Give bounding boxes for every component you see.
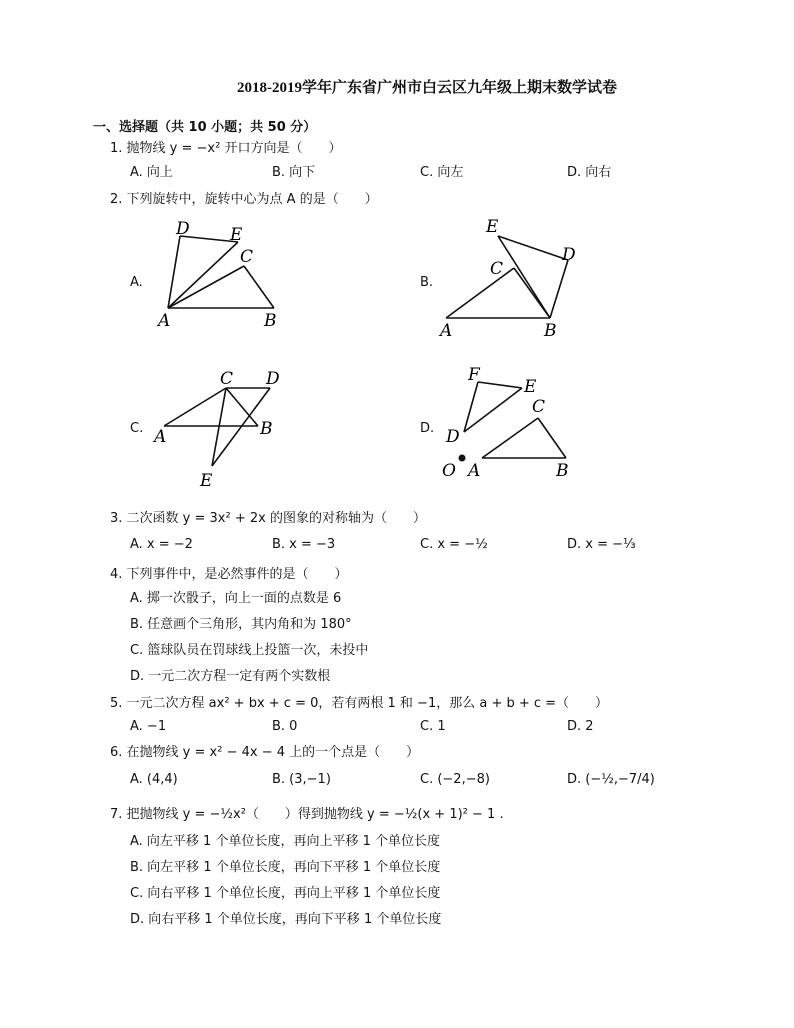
label-c: C bbox=[532, 397, 546, 417]
question-6-stem: 6. 在抛物线 y = x² − 4x − 4 上的一个点是（ ） bbox=[110, 745, 420, 760]
q6-option-d: D. (−½,−7/4) bbox=[567, 772, 655, 787]
q2-option-b: B. bbox=[420, 275, 434, 290]
label-d: D bbox=[446, 427, 460, 447]
q2-option-c: C. bbox=[130, 421, 144, 436]
section-heading: 一、选择题（共 10 小题；共 50 分） bbox=[93, 120, 317, 135]
q3-option-a: A. x = −2 bbox=[130, 537, 193, 552]
q3-option-d: D. x = −⅓ bbox=[567, 537, 636, 552]
question-2-stem: 2. 下列旋转中，旋转中心为点 A 的是（ ） bbox=[110, 192, 378, 207]
question-5-stem: 5. 一元二次方程 ax² + bx + c = 0，若有两根 1 和 −1，那么 a + b + c =（ ） bbox=[110, 696, 609, 711]
q5-option-c: C. 1 bbox=[420, 719, 446, 734]
q5-option-a: A. −1 bbox=[130, 719, 167, 734]
question-7-stem: 7. 把抛物线 y = −½x²（ ）得到抛物线 y = −½(x + 1)² − 1 . bbox=[110, 807, 504, 822]
label-c: C bbox=[240, 247, 254, 267]
label-a: A bbox=[158, 311, 171, 330]
q1-option-c: C. 向左 bbox=[420, 165, 464, 180]
q4-option-a: A. 掷一次骰子，向上一面的点数是 6 bbox=[130, 591, 342, 606]
figure-option-d bbox=[436, 360, 586, 488]
q6-option-b: B. (3,−1) bbox=[272, 772, 331, 787]
label-d: D bbox=[562, 245, 576, 265]
label-b: B bbox=[544, 321, 557, 340]
label-d: D bbox=[266, 369, 280, 389]
question-3-stem: 3. 二次函数 y = 3x² + 2x 的图象的对称轴为（ ） bbox=[110, 511, 426, 526]
label-a: A bbox=[154, 427, 167, 447]
figure-option-b bbox=[432, 212, 592, 340]
figure-option-c bbox=[150, 362, 290, 490]
q7-option-d: D. 向右平移 1 个单位长度，再向下平移 1 个单位长度 bbox=[130, 912, 442, 927]
q1-option-d: D. 向右 bbox=[567, 165, 612, 180]
q3-option-b: B. x = −3 bbox=[272, 537, 336, 552]
label-c: C bbox=[490, 259, 504, 279]
label-a: A bbox=[468, 461, 481, 481]
q5-option-d: D. 2 bbox=[567, 719, 594, 734]
label-e: E bbox=[200, 471, 213, 490]
label-e: E bbox=[486, 217, 499, 237]
q4-option-d: D. 一元二次方程一定有两个实数根 bbox=[130, 669, 331, 684]
page-title: 2018-2019学年广东省广州市白云区九年级上期末数学试卷 bbox=[237, 80, 617, 96]
q6-option-a: A. (4,4) bbox=[130, 772, 178, 787]
label-f: F bbox=[468, 365, 480, 385]
q4-option-b: B. 任意画个三角形，其内角和为 180° bbox=[130, 617, 352, 632]
q6-option-c: C. (−2,−8) bbox=[420, 772, 490, 787]
q5-option-b: B. 0 bbox=[272, 719, 298, 734]
q3-option-c: C. x = −½ bbox=[420, 537, 488, 552]
label-b: B bbox=[264, 311, 277, 330]
q2-option-d: D. bbox=[420, 421, 435, 436]
center-point-o bbox=[459, 455, 466, 462]
label-d: D bbox=[176, 219, 190, 239]
q1-option-a: A. 向上 bbox=[130, 165, 173, 180]
q7-option-a: A. 向左平移 1 个单位长度，再向上平移 1 个单位长度 bbox=[130, 834, 441, 849]
question-4-stem: 4. 下列事件中，是必然事件的是（ ） bbox=[110, 567, 348, 582]
label-b: B bbox=[556, 461, 569, 481]
label-b: B bbox=[260, 419, 273, 439]
figure-option-a bbox=[150, 212, 290, 330]
q1-option-b: B. 向下 bbox=[272, 165, 316, 180]
label-e: E bbox=[230, 225, 243, 245]
question-1-stem: 1. 抛物线 y = −x² 开口方向是（ ） bbox=[110, 141, 342, 156]
q4-option-c: C. 篮球队员在罚球线上投篮一次，未投中 bbox=[130, 643, 369, 658]
q7-option-c: C. 向右平移 1 个单位长度，再向上平移 1 个单位长度 bbox=[130, 886, 441, 901]
q2-option-a: A. bbox=[130, 275, 143, 290]
q7-option-b: B. 向左平移 1 个单位长度，再向下平移 1 个单位长度 bbox=[130, 860, 441, 875]
label-a: A bbox=[440, 321, 453, 340]
label-c: C bbox=[220, 369, 234, 389]
label-e: E bbox=[524, 377, 537, 397]
label-o: O bbox=[442, 461, 456, 481]
